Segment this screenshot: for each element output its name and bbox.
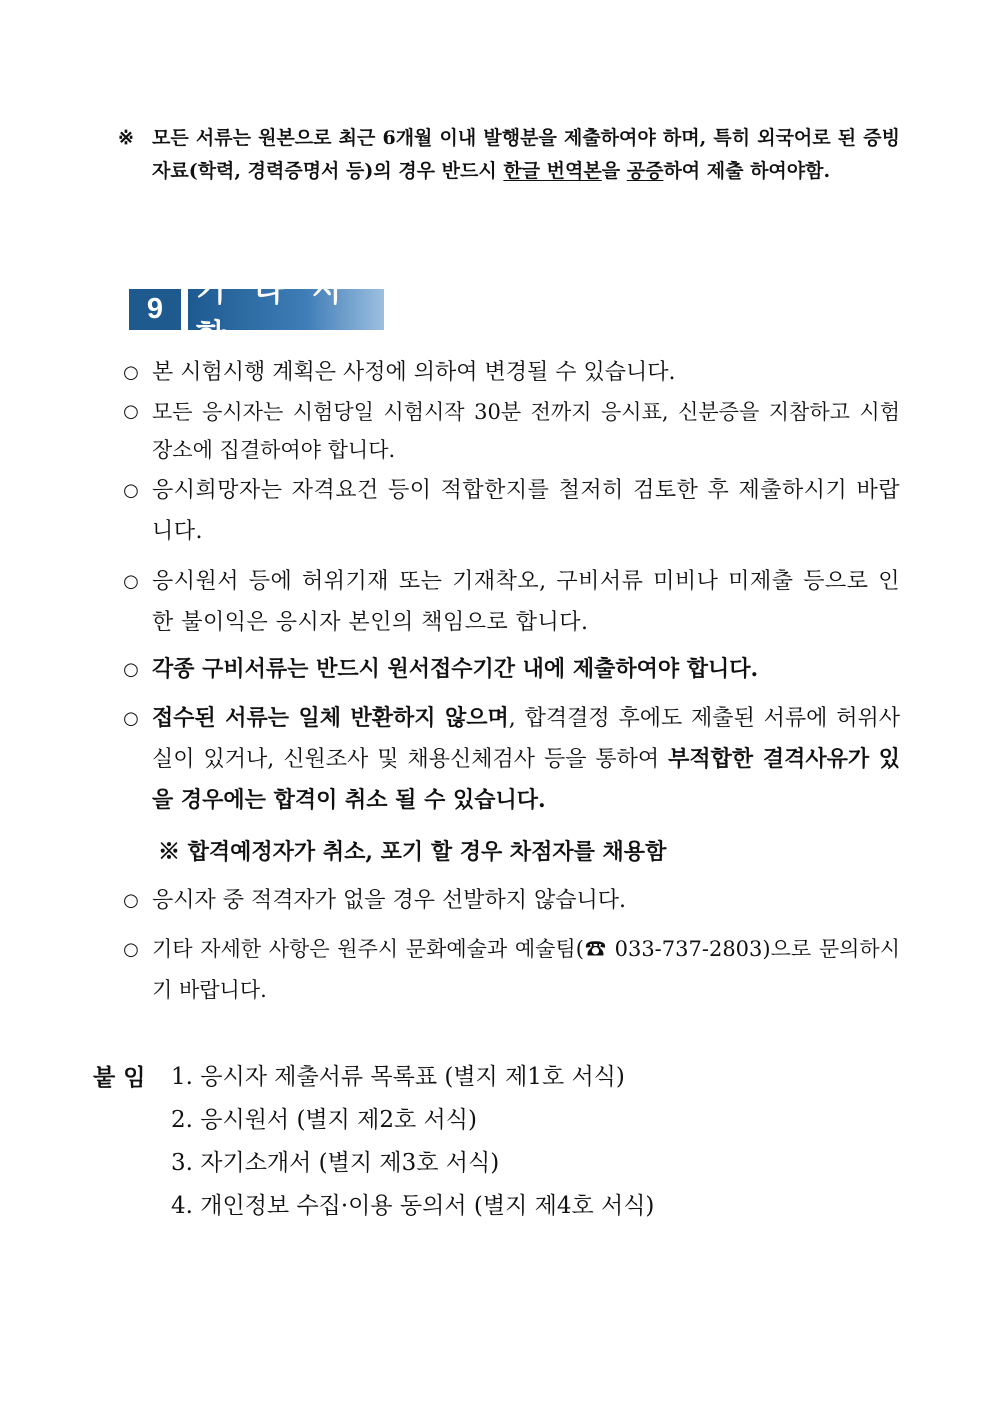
list-item	[120, 561, 900, 643]
bullet-circle-icon: ○	[123, 362, 139, 383]
attachment-item: 4. 개인정보 수집·이용 동의서 (별지 제4호 서식)	[171, 1193, 655, 1219]
list-item-text	[152, 698, 900, 821]
bullet-circle-icon: ○	[123, 480, 139, 501]
bullet-circle-icon: ○	[123, 708, 139, 729]
section-title: 기 타 사 항	[188, 289, 384, 330]
list-item	[120, 698, 900, 821]
plain-text: , 합격결정 후에도 제출된 서류에 허위사실이 있거나, 신원조사 및 채용신체검사 등을 통하여	[152, 706, 900, 772]
note-text-3: 하여 제출 하여야함.	[663, 160, 831, 182]
list-item-text: 모든 응시자는 시험당일 시험시작 30분 전까지 응시표, 신분증을 지참하고 시험 장소에 집결하여야 합니다.	[152, 400, 900, 462]
phone-icon: ☎	[583, 937, 607, 961]
list-item	[120, 352, 900, 393]
plain-text: 기타 자세한 사항은 원주시 문화예술과 예술팀(	[152, 937, 584, 961]
plain-text: )으로 문의하시기 바랍니다.	[152, 937, 900, 1002]
note-underline-notarize: 공증	[626, 160, 664, 182]
reference-mark: ※	[118, 127, 134, 149]
list-item	[120, 393, 900, 469]
list-item-text: 응시자 중 적격자가 없을 경우 선발하지 않습니다.	[152, 888, 626, 913]
section-number: 9	[129, 289, 181, 330]
section-heading	[129, 272, 384, 353]
list-item	[120, 929, 900, 1011]
bullet-circle-icon: ○	[123, 571, 139, 592]
list-item-text: 각종 구비서류는 반드시 원서접수기간 내에 제출하여야 합니다.	[152, 656, 759, 682]
list-item-text: 본 시험시행 계획은 사정에 의하여 변경될 수 있습니다.	[152, 360, 676, 385]
bullet-circle-icon: ○	[123, 890, 139, 911]
attachments-label: 붙 임	[93, 1064, 146, 1091]
list-item-text: 응시희망자는 자격요건 등이 적합한지를 철저히 검토한 후 제출하시기 바랍니다.	[152, 478, 900, 544]
bold-text: 접수된 서류는 일체 반환하지 않으며	[152, 705, 509, 731]
bullet-circle-icon: ○	[123, 401, 139, 422]
list-item	[120, 649, 900, 690]
attachment-item: 2. 응시원서 (별지 제2호 서식)	[171, 1107, 477, 1133]
note-text-1: 모든 서류는 원본으로 최근 6개월 이내 발행분을 제출하여야 하며, 특히 외국어로 된 증빙자료(학력, 경력증명서 등)의 경우 반드시	[152, 127, 900, 182]
list-item	[120, 880, 900, 921]
bullet-circle-icon: ○	[123, 659, 139, 680]
note-text-2: 을	[601, 160, 627, 182]
document-note	[118, 122, 900, 188]
bold-text: 부적합한 결격사유가 있을 경우에는 합격이 취소 될 수 있습니다.	[152, 746, 900, 813]
list-item-text	[152, 929, 900, 1011]
attachment-item: 3. 자기소개서 (별지 제3호 서식)	[171, 1150, 500, 1176]
list-item	[120, 470, 900, 552]
phone-number: 033-737-2803	[606, 937, 763, 961]
note-body	[152, 122, 900, 188]
attachments-list	[171, 1056, 654, 1228]
attachment-item: 1. 응시자 제출서류 목록표 (별지 제1호 서식)	[171, 1064, 625, 1090]
attachments	[93, 1056, 654, 1228]
note-underline-translation: 한글 번역본	[503, 160, 602, 182]
bullet-circle-icon: ○	[123, 939, 139, 960]
list-item-text: 응시원서 등에 허위기재 또는 기재착오, 구비서류 미비나 미제출 등으로 인한 불이익은 응시자 본인의 책임으로 합니다.	[152, 569, 900, 635]
sub-note: ※ 합격예정자가 취소, 포기 할 경우 차점자를 채용함	[158, 839, 667, 865]
